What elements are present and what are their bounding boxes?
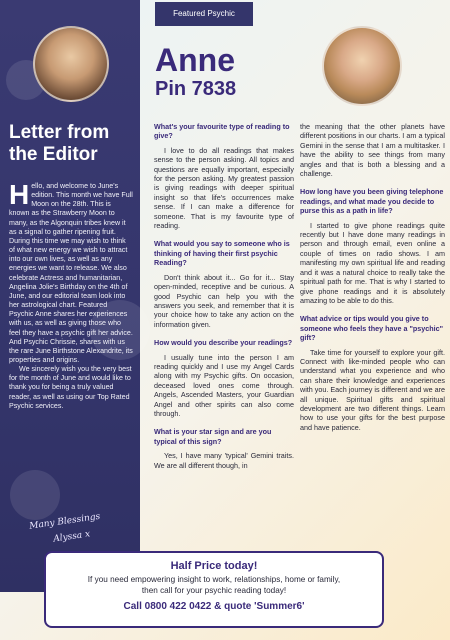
- promo-line: then call for your psychic reading today!: [141, 586, 287, 595]
- psychic-photo: [322, 26, 402, 106]
- featured-psychic-tab: Featured Psychic: [155, 2, 253, 26]
- interview-answer: I started to give phone readings quite recently but I have done many readings in person and through email, even online a couple of times on radio shows. I am manifesting my own spiritual life and reading and it was a natural choice to really take the spiritual path for me. That is why I started to give phone readings and it is absolutely amazing to be able to do this.: [300, 220, 445, 305]
- editor-panel: [0, 0, 140, 592]
- editor-title: Letter from the Editor: [9, 122, 110, 165]
- drop-cap: H: [9, 179, 30, 210]
- promo-call-number[interactable]: Call 0800 422 0422 & quote 'Summer6': [123, 601, 305, 612]
- interview-question: What is your star sign and are you typical of this sign?: [154, 427, 272, 446]
- interview-answer: I love to do all readings that makes sense to the person asking. All topics and questions are equally important, especially for the person asking. My greatest passion is giving readings with deeper spiritual insight so that life's occurrences make sense. If I can make a difference for someone. That is my favourite type of reading.: [154, 145, 294, 231]
- interview-question: How long have you been giving telephone readings, and what made you decide to purse this as a path in life?: [300, 187, 444, 216]
- interview-column-2: [300, 122, 445, 432]
- promo-title: Half Price today!: [170, 560, 258, 572]
- editor-signature: Many Blessings Alyssa x: [28, 511, 101, 545]
- editor-letter: [9, 179, 133, 411]
- interview-answer: Don't think about it... Go for it... Stay open-minded, receptive and be curious. A good Psychic can help you with the answers you seek, and remember that it is your choice how to take any action on the information given.: [154, 272, 294, 329]
- interview-question: What would you say to someone who is thinking of having their first psychic Reading?: [154, 239, 290, 268]
- interview-question: How would you describe your readings?: [154, 338, 293, 348]
- psychic-pin: Pin 7838: [155, 78, 237, 100]
- editor-photo: [33, 26, 109, 102]
- editor-paragraph: We sincerely wish you the very best for the month of June and would like to thank you for being a truly valued reader, as well as using our Top Rated Psychic services.: [9, 365, 132, 410]
- interview-answer: Take time for yourself to explore your gift. Connect with like-minded people who can understand what you experience and who can share their knowledge and experiences with you. Each journey is different and we are all unique. Spiritual gifts and spiritual development are two different things. Learn how to use your gifts for the best purpose and have patience.: [300, 347, 445, 432]
- interview-answer-continued: the meaning that the other planets have different positions in our charts. I am a typical Gemini in the sense that I am a multitasker. I have the ability to see things from many angles and that is both a blessing and a challenge.: [300, 122, 445, 179]
- psychic-name: Anne: [155, 42, 235, 78]
- promo-line: If you need empowering insight to work, relationships, home or family,: [87, 575, 341, 584]
- interview-answer: Yes, I have many 'typical' Gemini traits. We are all different though, in: [154, 451, 294, 470]
- interview-column-1: [154, 122, 294, 470]
- interview-question: What advice or tips would you give to someone who feels they have a "psychic" gift?: [300, 314, 444, 343]
- interview-answer: I usually tune into the person I am reading quickly and I use my Angel Cards along with my Psychic gifts. On occasion, deceased loved ones come through. Angels, Ascended Masters, your Guardian Angel and other spirits can also come through.: [154, 352, 294, 418]
- half-price-promo: [44, 551, 384, 628]
- editor-paragraph: ello, and welcome to June's edition. This month we have Full Moon on the 28th. This is known as the Strawberry Moon to many, as the Algonquin tribes knew it as a signal to gather ripening fruit. During this time we may wish to think of what new energy we wish to attract into our own lives, as well as any energies we want to release. We also celebrate Actress and humanitarian, Angelina Jolie's Birthday on the 4th of June, and our editorial team look into her astrological chart. Featured Psychic Anne shares her experiences with us, as well as giving those who feel they have a psychic gift her advice. And Psychic Chrissie, shares with us the rare June Birthstone Alexandrite, its properties and origins.: [9, 182, 133, 364]
- interview-question: What's your favourite type of reading to give?: [154, 122, 290, 141]
